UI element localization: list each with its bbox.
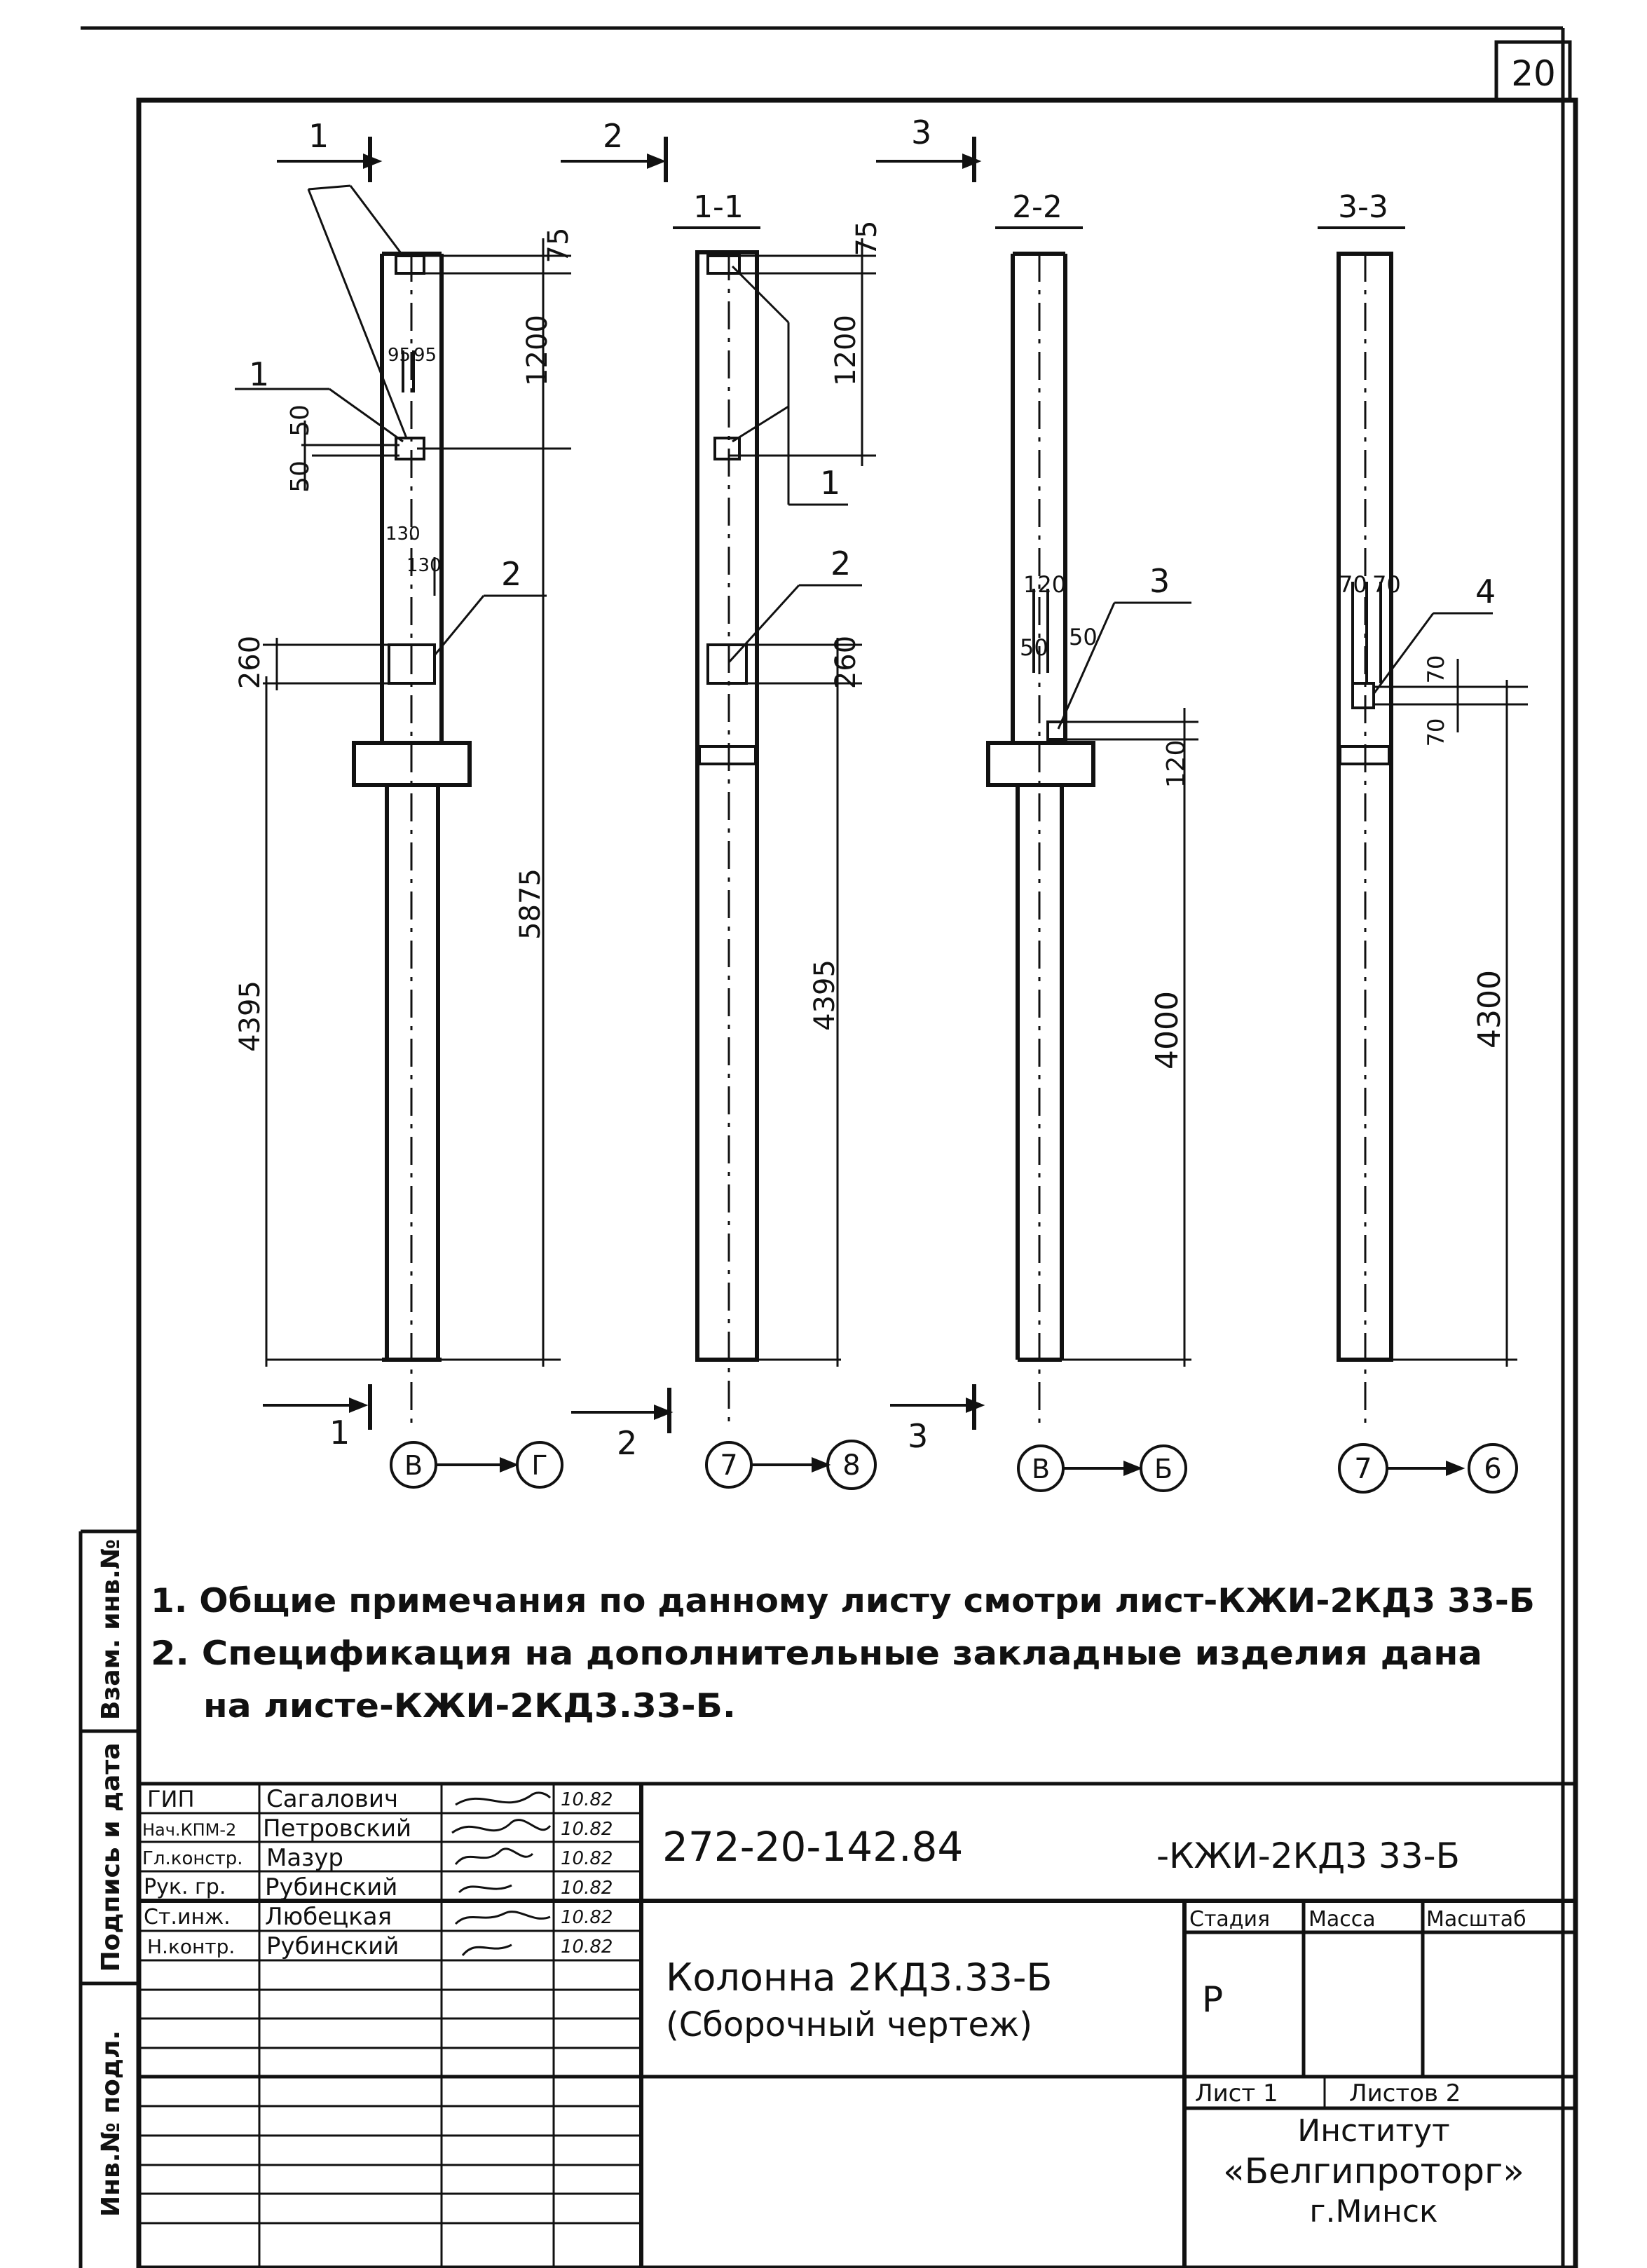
dim-95b: 95 [414,345,437,366]
org-line2: «Белгипроторг» [1223,2151,1524,2192]
dim-75-main: 75 [542,227,575,264]
signature-rows [142,1785,613,1960]
date-5: 10.82 [561,1936,613,1958]
sheet-label: Лист 1 [1195,2079,1278,2108]
axis-label-v-main: В [404,1450,423,1481]
stage-value: Р [1202,1979,1224,2020]
main-view [234,117,575,1487]
strip-sign-date: Подпись и дата [97,1742,125,1972]
section-2-2-view [876,114,1198,1491]
section-title-1-1: 1-1 [693,189,744,225]
section-mark-2-top: 2 [603,117,624,155]
section-mark-2-bottom: 2 [617,1424,638,1462]
date-0: 10.82 [561,1789,613,1810]
drawing-title-line2: (Сборочный чертеж) [666,2005,1032,2044]
org-line3: г.Минск [1309,2194,1438,2229]
role-2: Гл.констр. [142,1848,243,1869]
section-cut-marks-2 [561,137,669,1433]
axis-label-8-sec11: 8 [842,1449,861,1482]
dim-75-sec11: 75 [851,220,883,257]
dim-70-left: 70 [1339,571,1367,598]
dim-1200-main: 1200 [521,315,554,386]
axis-label-7-sec33: 7 [1354,1453,1372,1485]
callout-2: 2 [501,555,522,593]
dim-50-left: 50 [1020,634,1048,661]
dim-4000: 4000 [1149,991,1185,1070]
axis-label-b-sec22: Б [1154,1454,1173,1484]
doc-number: 272-20-142.84 [662,1823,964,1871]
date-3: 10.82 [561,1878,613,1899]
name-2: Мазур [266,1844,343,1872]
sheets-label: Листов 2 [1349,2079,1461,2108]
dim-120-top: 120 [1023,571,1067,598]
dim-1200-sec11: 1200 [830,315,862,386]
dim-70-lower: 70 [1423,718,1449,747]
section-title-2-2: 2-2 [1012,189,1062,225]
name-1: Петровский [263,1815,412,1843]
dim-130b: 130 [406,555,442,576]
axis-label-g-main: Г [531,1450,548,1481]
section-1-1-view [561,117,883,1489]
dims-1-1 [729,238,876,1367]
section-mark-3-top: 3 [911,114,932,151]
column-2-2 [988,254,1093,1430]
section-3-3-view [1318,189,1528,1492]
name-5: Рубинский [266,1932,399,1960]
date-4: 10.82 [561,1907,613,1928]
role-4: Ст.инж. [144,1905,231,1929]
strip-inv-no: Инв.№ подл. [97,2030,125,2218]
section-mark-3-bottom: 3 [908,1417,929,1455]
note-1: 1. Общие примечания по данному листу смотри лист-КЖИ-2КД3 33-Б [151,1582,1535,1620]
plates-1-1 [699,256,756,764]
dim-70-upper: 70 [1423,655,1449,684]
axis-label-v-sec22: В [1031,1454,1051,1484]
dims-2-2 [1058,603,1198,1367]
role-0: ГИП [147,1786,195,1812]
section-title-3-3: 3-3 [1338,189,1388,225]
note-2-continued: на листе-КЖИ-2КД3.33-Б. [203,1687,736,1726]
callout-1-sec11: 1 [820,464,841,502]
axis-label-6-sec33: 6 [1484,1453,1502,1485]
dim-4395-sec11: 4395 [809,959,841,1031]
general-notes [151,1582,1535,1726]
dim-130a: 130 [385,524,421,545]
callout-4: 4 [1475,573,1496,610]
dim-120-side: 120 [1162,739,1191,788]
axis-label-7-sec11: 7 [720,1449,738,1482]
date-2: 10.82 [561,1848,613,1869]
callout-2-sec11: 2 [831,545,852,582]
column-body [354,254,470,1430]
stage-label: Стадия [1189,1907,1271,1932]
dim-260-main: 260 [234,635,266,690]
dim-50a: 50 [286,404,315,437]
dim-4395-main: 4395 [234,981,266,1052]
callout-1: 1 [249,355,270,393]
name-3: Рубинский [265,1873,398,1901]
mass-label: Масса [1308,1907,1376,1932]
column-1-1 [697,252,757,1430]
doc-code: -КЖИ-2КД3 33-Б [1156,1836,1460,1876]
column-3-3 [1339,254,1391,1430]
strip-vzam: Взам. инв.№ [97,1538,125,1721]
name-4: Любецкая [265,1903,392,1931]
section-cut-marks-3 [876,137,981,1430]
dim-50-right: 50 [1069,624,1098,650]
dim-50b: 50 [286,460,315,493]
dim-4300: 4300 [1472,970,1508,1048]
section-mark-1-top: 1 [308,117,329,155]
dim-70-right: 70 [1372,571,1401,598]
dim-260-sec11: 260 [830,635,862,690]
role-3: Рук. гр. [144,1875,226,1899]
note-2: 2. Спецификация на дополнительные закладные изделия дана [151,1634,1482,1673]
drawing-title-line1: Колонна 2КД3.33-Б [666,1955,1053,2000]
role-5: Н.контр. [147,1935,235,1958]
dim-95a: 95 [388,345,411,366]
page-number: 20 [1511,53,1556,94]
dim-5875-main: 5875 [514,868,547,940]
date-1: 10.82 [561,1819,613,1840]
scale-label: Масштаб [1426,1907,1526,1932]
name-0: Сагалович [266,1785,399,1813]
section-mark-1-bottom: 1 [329,1414,350,1451]
callout-3: 3 [1149,562,1170,600]
role-1: Нач.КПМ-2 [142,1820,237,1840]
org-line1: Институт [1297,2113,1450,2149]
